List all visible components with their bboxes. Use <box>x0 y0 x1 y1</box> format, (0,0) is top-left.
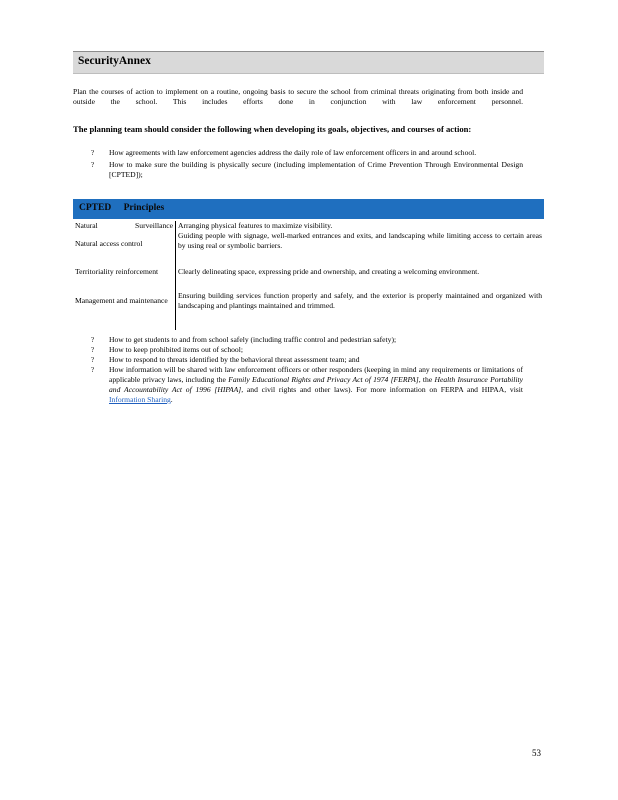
bullet-marker: ? <box>91 336 95 344</box>
hipaa-title: Health Insurance Portability and Accountability Act of 1996 [HIPAA], <box>109 375 523 394</box>
cpted-principles-header <box>73 199 544 219</box>
table-row <box>73 231 544 267</box>
list-item <box>91 345 523 355</box>
principle-name: Territoriality reinforcement <box>73 267 176 291</box>
bullet-text-part: the <box>420 375 435 384</box>
list-item <box>91 355 523 365</box>
bullet-text-part: How information will be shared with law enforcement officers or other responders (keeping in mind any requirements or limitations of applicable privacy laws, including the <box>109 365 523 384</box>
bullet-list-top <box>91 148 523 180</box>
list-item <box>91 148 523 158</box>
table-row <box>73 221 544 231</box>
principle-name: Natural access control <box>73 231 176 267</box>
bullet-text: How to make sure the building is physically secure (including implementation of Crime Prevention Through Environmental Design [CPTED]); <box>109 160 523 179</box>
bullet-list-bottom <box>91 335 523 405</box>
cpted-title: CPTED Principles <box>79 203 165 213</box>
bullet-marker: ? <box>91 161 95 169</box>
bullet-marker: ? <box>91 356 95 364</box>
information-sharing-link[interactable]: Information Sharing <box>109 395 171 404</box>
list-item <box>91 335 523 345</box>
principle-description: Ensuring building services function properly and safely, and the exterior is properly maintained and organized with landscaping and plantings maintained and trimmed. <box>178 291 542 310</box>
list-item <box>91 160 523 180</box>
principle-description: Arranging physical features to maximize visibility. <box>178 221 333 230</box>
planning-intro: The planning team should consider the following when developing its goals, objectives, and courses of action: <box>73 124 472 134</box>
ferpa-title: Family Educational Rights and Privacy Act of 1974 [FERPA], <box>228 375 421 384</box>
table-row <box>73 267 544 291</box>
section-title: SecurityAnnex <box>78 55 151 67</box>
bullet-text-part: and civil rights and other laws). For more information on FERPA and HIPAA, visit <box>243 385 523 394</box>
list-item <box>91 365 523 405</box>
principle-name: Natural Surveillance <box>73 221 176 231</box>
bullet-text-part: . <box>170 395 173 404</box>
bullet-marker: ? <box>91 149 95 157</box>
intro-paragraph: Plan the courses of action to implement on a routine, ongoing basis to secure the school from criminal threats originating from both inside and outside the school. This includes efforts done in conjunction with law enforcement personnel. <box>73 87 523 106</box>
bullet-text: How to keep prohibited items out of school; <box>109 345 243 354</box>
bullet-text: How to respond to threats identified by the behavioral threat assessment team; and <box>109 355 360 364</box>
principle-description: Guiding people with signage, well-marked entrances and exits, and landscaping while limiting access to certain areas by using real or symbolic barriers. <box>178 231 542 250</box>
page-number: 53 <box>532 748 541 758</box>
bullet-text: How to get students to and from school safely (including traffic control and pedestrian safety); <box>109 335 397 344</box>
principle-description: Clearly delineating space, expressing pride and ownership, and creating a welcoming environment. <box>178 267 480 276</box>
principle-name: Management and maintenance <box>73 291 176 330</box>
section-header <box>73 51 544 74</box>
bullet-text: How agreements with law enforcement agencies address the daily role of law enforcement officers in and around school. <box>109 148 477 157</box>
cpted-principles-table <box>73 221 544 330</box>
bullet-marker: ? <box>91 366 95 374</box>
table-row <box>73 291 544 330</box>
bullet-marker: ? <box>91 346 95 354</box>
